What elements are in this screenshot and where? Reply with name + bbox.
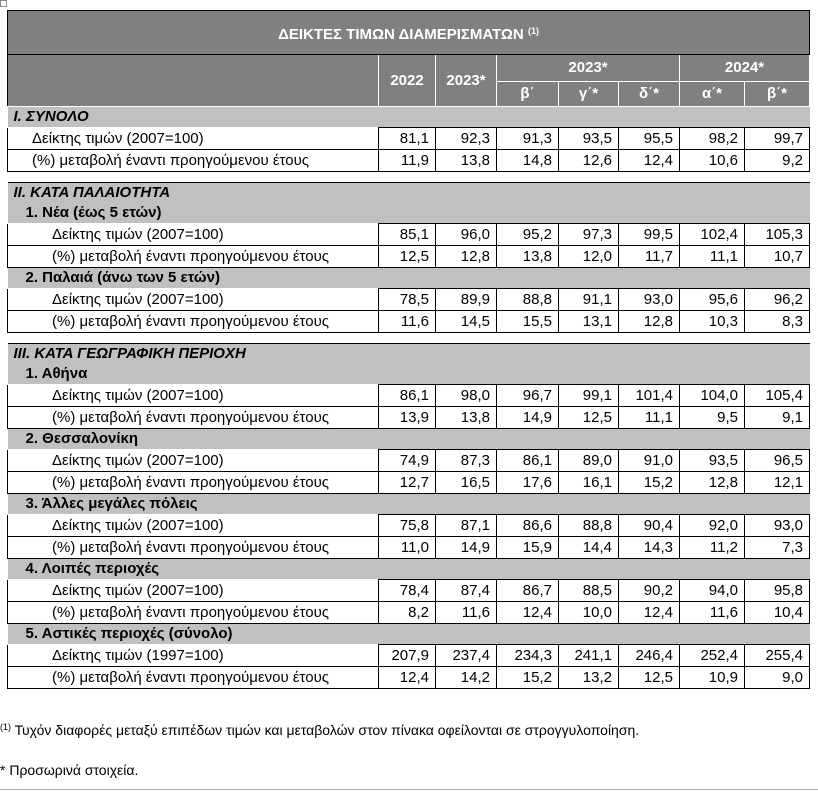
- row-label: Δείκτης τιμών (2007=100): [8, 450, 379, 472]
- header-quarter: β΄: [497, 82, 559, 107]
- value-cell: 91,0: [619, 450, 680, 472]
- value-cell: 96,7: [497, 385, 559, 407]
- value-cell: 95,5: [619, 128, 680, 150]
- value-cell: 12,4: [619, 150, 680, 172]
- value-cell: 14,5: [436, 311, 497, 333]
- value-cell: 87,1: [436, 515, 497, 537]
- spacer-cell: [8, 333, 810, 344]
- value-cell: 95,6: [680, 289, 745, 311]
- value-cell: 96,2: [745, 289, 810, 311]
- value-cell: 207,9: [379, 645, 436, 667]
- row-label: (%) μεταβολή έναντι προηγούμενου έτους: [8, 667, 379, 689]
- subsection-title: 2. Θεσσαλονίκη: [8, 429, 810, 450]
- value-cell: 99,5: [619, 224, 680, 246]
- table-row: [8, 385, 810, 407]
- value-cell: 74,9: [379, 450, 436, 472]
- subsection-title: 4. Λοιπές περιοχές: [8, 559, 810, 580]
- value-cell: 91,3: [497, 128, 559, 150]
- subsection-header-row: [8, 268, 810, 289]
- value-cell: 13,2: [559, 667, 619, 689]
- subsection-header-row: [8, 364, 810, 385]
- value-cell: 96,5: [745, 450, 810, 472]
- header-row-1: [8, 55, 810, 82]
- value-cell: 237,4: [436, 645, 497, 667]
- value-cell: 9,5: [680, 407, 745, 429]
- value-cell: 75,8: [379, 515, 436, 537]
- value-cell: 94,0: [680, 580, 745, 602]
- value-cell: 234,3: [497, 645, 559, 667]
- price-index-table: [7, 10, 810, 689]
- value-cell: 14,9: [497, 407, 559, 429]
- value-cell: 10,3: [680, 311, 745, 333]
- subsection-header-row: [8, 203, 810, 224]
- value-cell: 12,5: [559, 407, 619, 429]
- value-cell: 90,4: [619, 515, 680, 537]
- value-cell: 246,4: [619, 645, 680, 667]
- value-cell: 92,0: [680, 515, 745, 537]
- value-cell: 12,6: [559, 150, 619, 172]
- header-2022: 2022: [379, 55, 436, 107]
- table-row: [8, 311, 810, 333]
- value-cell: 13,8: [497, 246, 559, 268]
- section-header-row: [8, 107, 810, 128]
- subsection-header-row: [8, 624, 810, 645]
- value-cell: 90,2: [619, 580, 680, 602]
- value-cell: 11,0: [379, 537, 436, 559]
- value-cell: 88,5: [559, 580, 619, 602]
- value-cell: 93,0: [619, 289, 680, 311]
- value-cell: 105,3: [745, 224, 810, 246]
- value-cell: 12,1: [745, 472, 810, 494]
- value-cell: 98,2: [680, 128, 745, 150]
- value-cell: 92,3: [436, 128, 497, 150]
- table-row: [8, 515, 810, 537]
- subsection-title: 5. Αστικές περιοχές (σύνολο): [8, 624, 810, 645]
- value-cell: 11,1: [619, 407, 680, 429]
- value-cell: 99,1: [559, 385, 619, 407]
- value-cell: 11,6: [680, 602, 745, 624]
- subsection-title: 1. Νέα (έως 5 ετών): [8, 203, 810, 224]
- value-cell: 13,8: [436, 407, 497, 429]
- spacer-row: [8, 333, 810, 344]
- header-2023: 2023*: [436, 55, 497, 107]
- value-cell: 17,6: [497, 472, 559, 494]
- row-label: (%) μεταβολή έναντι προηγούμενου έτους: [8, 150, 379, 172]
- value-cell: 86,1: [379, 385, 436, 407]
- value-cell: 12,4: [379, 667, 436, 689]
- table-row: [8, 224, 810, 246]
- value-cell: 10,6: [680, 150, 745, 172]
- table-row: [8, 150, 810, 172]
- value-cell: 16,5: [436, 472, 497, 494]
- value-cell: 11,9: [379, 150, 436, 172]
- section-title: II. ΚΑΤΑ ΠΑΛΑΙΟΤΗΤΑ: [8, 183, 810, 204]
- subsection-header-row: [8, 494, 810, 515]
- value-cell: 255,4: [745, 645, 810, 667]
- row-label: (%) μεταβολή έναντι προηγούμενου έτους: [8, 246, 379, 268]
- row-label: (%) μεταβολή έναντι προηγούμενου έτους: [8, 472, 379, 494]
- value-cell: 89,9: [436, 289, 497, 311]
- value-cell: 12,7: [379, 472, 436, 494]
- value-cell: 81,1: [379, 128, 436, 150]
- value-cell: 12,8: [436, 246, 497, 268]
- value-cell: 12,4: [619, 602, 680, 624]
- value-cell: 10,7: [745, 246, 810, 268]
- table-title-row: [8, 11, 810, 55]
- value-cell: 98,0: [436, 385, 497, 407]
- value-cell: 12,5: [379, 246, 436, 268]
- value-cell: 252,4: [680, 645, 745, 667]
- value-cell: 13,9: [379, 407, 436, 429]
- value-cell: 7,3: [745, 537, 810, 559]
- row-label: (%) μεταβολή έναντι προηγούμενου έτους: [8, 311, 379, 333]
- value-cell: 11,6: [436, 602, 497, 624]
- row-label: Δείκτης τιμών (2007=100): [8, 515, 379, 537]
- row-label: Δείκτης τιμών (2007=100): [8, 289, 379, 311]
- spacer-cell: [8, 172, 810, 183]
- value-cell: 12,0: [559, 246, 619, 268]
- value-cell: 14,2: [436, 667, 497, 689]
- value-cell: 16,1: [559, 472, 619, 494]
- bottom-divider: [0, 789, 818, 790]
- value-cell: 95,8: [745, 580, 810, 602]
- value-cell: 93,5: [559, 128, 619, 150]
- row-label: (%) μεταβολή έναντι προηγούμενου έτους: [8, 602, 379, 624]
- value-cell: 85,1: [379, 224, 436, 246]
- value-cell: 14,4: [559, 537, 619, 559]
- header-2023-quarters: 2023*: [497, 55, 680, 82]
- table-row: [8, 645, 810, 667]
- value-cell: 86,7: [497, 580, 559, 602]
- value-cell: 9,2: [745, 150, 810, 172]
- value-cell: 15,9: [497, 537, 559, 559]
- value-cell: 88,8: [497, 289, 559, 311]
- subsection-title: 2. Παλαιά (άνω των 5 ετών): [8, 268, 810, 289]
- value-cell: 11,6: [379, 311, 436, 333]
- table-row: [8, 246, 810, 268]
- value-cell: 241,1: [559, 645, 619, 667]
- title-note-mark: (1): [527, 25, 539, 36]
- value-cell: 88,8: [559, 515, 619, 537]
- footnote-rounding: [0, 722, 639, 738]
- value-cell: 12,8: [619, 311, 680, 333]
- value-cell: 13,1: [559, 311, 619, 333]
- table-row: [8, 472, 810, 494]
- subsection-header-row: [8, 559, 810, 580]
- value-cell: 14,9: [436, 537, 497, 559]
- row-label: Δείκτης τιμών (2007=100): [8, 128, 379, 150]
- table-row: [8, 407, 810, 429]
- subsection-title: 3. Άλλες μεγάλες πόλεις: [8, 494, 810, 515]
- value-cell: 15,5: [497, 311, 559, 333]
- row-label: Δείκτης τιμών (2007=100): [8, 385, 379, 407]
- value-cell: 89,0: [559, 450, 619, 472]
- value-cell: 12,8: [680, 472, 745, 494]
- value-cell: 102,4: [680, 224, 745, 246]
- value-cell: 93,0: [745, 515, 810, 537]
- value-cell: 91,1: [559, 289, 619, 311]
- value-cell: 13,8: [436, 150, 497, 172]
- row-label: (%) μεταβολή έναντι προηγούμενου έτους: [8, 407, 379, 429]
- section-header-row: [8, 344, 810, 365]
- table-row: [8, 667, 810, 689]
- subsection-header-row: [8, 429, 810, 450]
- value-cell: 105,4: [745, 385, 810, 407]
- value-cell: 8,2: [379, 602, 436, 624]
- value-cell: 95,2: [497, 224, 559, 246]
- row-label: Δείκτης τιμών (2007=100): [8, 224, 379, 246]
- table-row: [8, 128, 810, 150]
- value-cell: 12,4: [497, 602, 559, 624]
- table-title-text: ΔΕΙΚΤΕΣ ΤΙΜΩΝ ΔΙΑΜΕΡΙΣΜΑΤΩΝ: [278, 25, 524, 43]
- footnote-provisional: * Προσωρινά στοιχεία.: [0, 762, 139, 778]
- row-label: Δείκτης τιμών (2007=100): [8, 580, 379, 602]
- value-cell: 78,5: [379, 289, 436, 311]
- footnote-rounding-text: Τυχόν διαφορές μεταξύ επιπέδων τιμών και μεταβολών στον πίνακα οφείλονται σε στρογγυλοποίηση.: [14, 722, 640, 738]
- table-row: [8, 537, 810, 559]
- header-blank-cell: [8, 55, 379, 107]
- value-cell: 15,2: [619, 472, 680, 494]
- value-cell: 12,5: [619, 667, 680, 689]
- footnote-mark: (1): [0, 722, 11, 732]
- value-cell: 10,0: [559, 602, 619, 624]
- header-quarter: δ΄*: [619, 82, 680, 107]
- value-cell: 11,1: [680, 246, 745, 268]
- value-cell: 14,8: [497, 150, 559, 172]
- value-cell: 99,7: [745, 128, 810, 150]
- table-row: [8, 289, 810, 311]
- value-cell: 86,1: [497, 450, 559, 472]
- corner-handle: [0, 0, 7, 7]
- table-row: [8, 450, 810, 472]
- value-cell: 78,4: [379, 580, 436, 602]
- value-cell: 9,0: [745, 667, 810, 689]
- spacer-row: [8, 172, 810, 183]
- table-row: [8, 580, 810, 602]
- section-title: III. ΚΑΤΑ ΓΕΩΓΡΑΦΙΚΗ ΠΕΡΙΟΧΗ: [8, 344, 810, 365]
- value-cell: 15,2: [497, 667, 559, 689]
- table-title: [8, 11, 810, 55]
- value-cell: 97,3: [559, 224, 619, 246]
- header-quarter: α΄*: [680, 82, 745, 107]
- section-title: I. ΣΥΝΟΛΟ: [8, 107, 810, 128]
- table-row: [8, 602, 810, 624]
- value-cell: 104,0: [680, 385, 745, 407]
- value-cell: 10,4: [745, 602, 810, 624]
- header-quarter: γ΄*: [559, 82, 619, 107]
- value-cell: 101,4: [619, 385, 680, 407]
- value-cell: 87,3: [436, 450, 497, 472]
- row-label: Δείκτης τιμών (1997=100): [8, 645, 379, 667]
- subsection-title: 1. Αθήνα: [8, 364, 810, 385]
- row-label: (%) μεταβολή έναντι προηγούμενου έτους: [8, 537, 379, 559]
- value-cell: 14,3: [619, 537, 680, 559]
- value-cell: 93,5: [680, 450, 745, 472]
- value-cell: 86,6: [497, 515, 559, 537]
- value-cell: 9,1: [745, 407, 810, 429]
- value-cell: 10,9: [680, 667, 745, 689]
- section-header-row: [8, 183, 810, 204]
- value-cell: 8,3: [745, 311, 810, 333]
- value-cell: 87,4: [436, 580, 497, 602]
- value-cell: 96,0: [436, 224, 497, 246]
- header-2024-quarters: 2024*: [680, 55, 810, 82]
- value-cell: 11,2: [680, 537, 745, 559]
- header-quarter: β΄*: [745, 82, 810, 107]
- value-cell: 11,7: [619, 246, 680, 268]
